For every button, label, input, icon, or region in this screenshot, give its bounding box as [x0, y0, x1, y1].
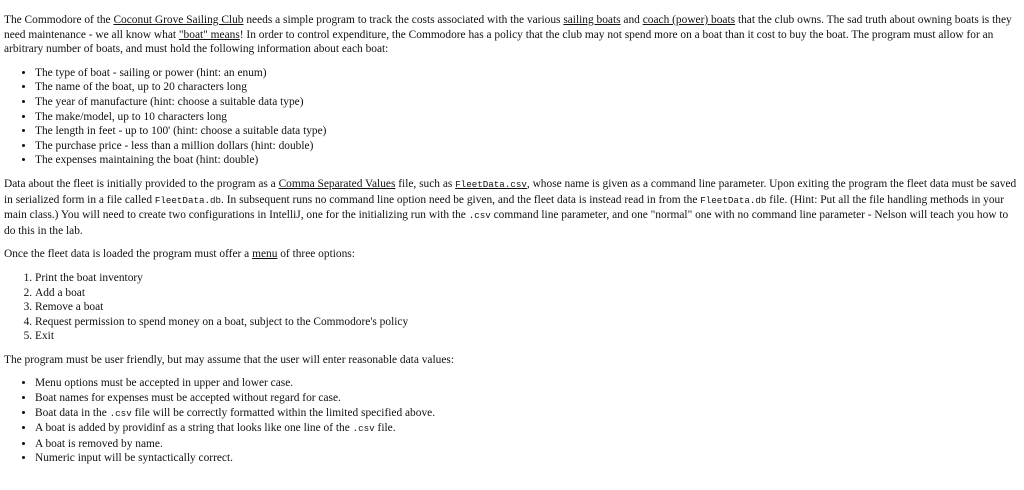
- assumption-item: [35, 406, 1020, 422]
- data-text-3: , whose name is given as a command line parameter. Upon exiting the program the fleet data must be saved in serialized form in a file called: [4, 177, 1017, 206]
- comma-separated-values-link[interactable]: Comma Separated Values: [278, 177, 396, 190]
- fleetdata-csv-link[interactable]: [455, 178, 527, 190]
- menu-option-item: 5. Exit: [35, 329, 1020, 344]
- fleetdata-csv-code: FleetData.csv: [455, 178, 527, 190]
- intro-paragraph: [4, 13, 1020, 57]
- data-text-5: file. (Hint: Put all the file handling methods in your main class.) You will need to create two configurations in IntelliJ, one for the initializing run with the: [4, 193, 1005, 222]
- assumption-text: A boat is added by providinf as a string that looks like one line of the: [35, 422, 353, 435]
- csv-code: .csv: [352, 423, 375, 435]
- menu-option-item: 4. Request permission to spend money on a boat, subject to the Commodore's policy: [35, 315, 1020, 330]
- sailing-boats-link[interactable]: sailing boats: [563, 14, 621, 26]
- user-friendly-paragraph: The program must be user friendly, but may assume that the user will enter reasonable data values:: [4, 353, 454, 366]
- intro-text-3: and: [620, 14, 643, 26]
- data-text-4: . In subsequent runs no command line option need be given, and the fleet data is instead read in from the: [221, 193, 701, 206]
- menu-option-item: 1. Print the boat inventory: [35, 271, 1020, 286]
- menu-link[interactable]: menu: [252, 248, 278, 261]
- boat-info-item: • The name of the boat, up to 20 characters long: [35, 80, 1020, 95]
- intro-text-1: The Commodore of the: [4, 14, 114, 26]
- data-text-1: Data about the fleet is initially provided to the program as a: [4, 177, 279, 190]
- boat-means-link[interactable]: "boat" means: [178, 28, 240, 41]
- intro-text-4: that the club owns. The sad truth about owning boats is they need maintenance - we all know what: [4, 14, 1012, 41]
- menu-intro-paragraph: [4, 247, 1020, 262]
- intro-text-2: needs a simple program to track the costs associated with the various: [243, 14, 564, 26]
- assumption-text: file will be correctly formatted within the limited specified above.: [131, 406, 436, 419]
- fleet-data-paragraph: [4, 177, 1020, 238]
- menu-text-1: Once the fleet data is loaded the program must offer a: [4, 248, 253, 261]
- assumption-item: [35, 421, 1020, 437]
- data-text-2: file, such as: [395, 177, 456, 190]
- assumption-item: • Menu options must be accepted in upper and lower case.: [35, 376, 1020, 391]
- csv-code: .csv: [109, 407, 132, 419]
- fleetdata-db-code-2: FleetData.db: [700, 194, 767, 206]
- boat-info-item: • The year of manufacture (hint: choose a suitable data type): [35, 95, 1020, 110]
- boat-info-item: • The type of boat - sailing or power (hint: an enum): [35, 66, 1020, 81]
- menu-options-list: [4, 271, 1020, 344]
- boat-info-item: • The length in feet - up to 100' (hint: choose a suitable data type): [35, 124, 1020, 139]
- menu-text-2: of three options:: [277, 248, 355, 261]
- boat-info-item: • The expenses maintaining the boat (hint: double): [35, 153, 1020, 168]
- data-text-6: command line parameter, and one "normal" one with no command line parameter - Nelson will teach you how to do this in the lab.: [4, 209, 1009, 237]
- boat-info-item: • The make/model, up to 10 characters long: [35, 110, 1020, 125]
- boat-info-list: [4, 66, 1020, 168]
- assumption-item: • A boat is removed by name.: [35, 437, 1020, 452]
- menu-option-item: 2. Add a boat: [35, 286, 1020, 301]
- intro-text-5: ! In order to control expenditure, the Commodore has a policy that the club may not spend more on a boat than it cost to buy the boat. The program must allow for an arbitrary number of boats, and must hold the following information about each boat:: [4, 28, 994, 56]
- boat-info-item: • The purchase price - less than a million dollars (hint: double): [35, 139, 1020, 154]
- assumption-item: • Numeric input will be syntactically correct.: [35, 451, 1020, 466]
- menu-option-item: 3. Remove a boat: [35, 300, 1020, 315]
- fleetdata-db-code: FleetData.db: [154, 194, 222, 206]
- assumption-text: Boat data in the: [35, 406, 110, 419]
- assumption-text: file.: [374, 422, 396, 435]
- coach-power-boats-link[interactable]: coach (power) boats: [642, 14, 736, 26]
- csv-extension-code: .csv: [468, 210, 491, 222]
- assumptions-list: [4, 376, 1020, 466]
- coconut-grove-sailing-club-link[interactable]: Coconut Grove Sailing Club: [113, 14, 244, 26]
- assumption-item: • Boat names for expenses must be accepted without regard for case.: [35, 391, 1020, 406]
